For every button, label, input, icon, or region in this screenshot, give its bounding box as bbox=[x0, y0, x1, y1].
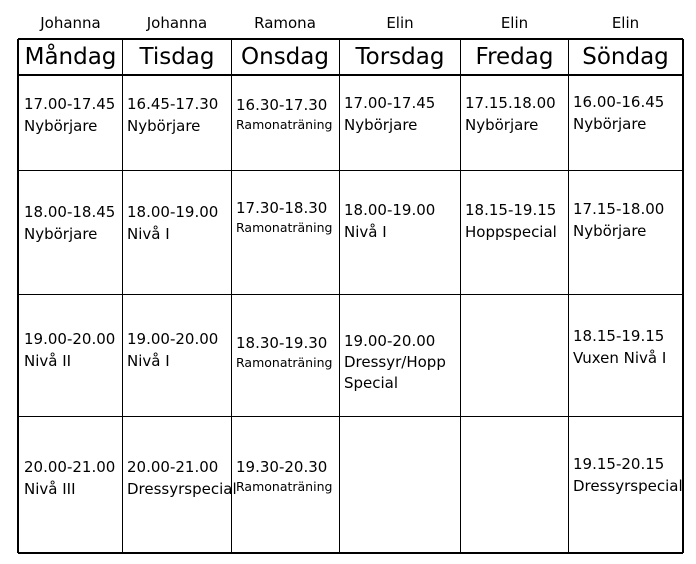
class-name: Nybörjare bbox=[344, 116, 418, 134]
class-cell bbox=[573, 325, 666, 369]
class-name: Nybörjare bbox=[465, 116, 539, 134]
table-border bbox=[18, 38, 683, 40]
table-divider bbox=[18, 416, 683, 417]
class-name: Ramonaträning bbox=[236, 220, 333, 235]
class-time: 16.45-17.30 bbox=[127, 95, 219, 113]
table-divider bbox=[568, 39, 569, 553]
class-name: Nivå I bbox=[127, 352, 170, 370]
class-time: 19.00-20.00 bbox=[127, 330, 219, 348]
class-time: 17.30-18.30 bbox=[236, 199, 328, 217]
day-header-tuesday: Tisdag bbox=[139, 44, 215, 70]
class-time: 17.00-17.45 bbox=[24, 95, 116, 113]
class-time: 16.00-16.45 bbox=[573, 93, 665, 111]
class-time: 18.15-19.15 bbox=[573, 327, 665, 345]
day-header-sunday: Söndag bbox=[582, 44, 669, 70]
class-time: 17.15.18.00 bbox=[465, 94, 556, 112]
instructor-tuesday: Johanna bbox=[146, 14, 208, 32]
class-name: Vuxen Nivå I bbox=[573, 349, 667, 367]
class-time: 17.00-17.45 bbox=[344, 94, 436, 112]
class-name: Nivå III bbox=[24, 480, 76, 498]
class-cell bbox=[236, 197, 332, 237]
instructor-monday: Johanna bbox=[40, 14, 101, 32]
class-cell bbox=[127, 93, 218, 137]
class-name: Ramonaträning bbox=[236, 355, 333, 370]
class-cell bbox=[573, 91, 664, 135]
class-name: Nivå I bbox=[127, 225, 170, 243]
class-cell bbox=[236, 456, 332, 496]
class-cell bbox=[24, 456, 115, 500]
class-time: 19.15-20.15 bbox=[573, 455, 665, 473]
class-name: Dressyr/Hopp bbox=[344, 353, 446, 371]
class-time: 17.15-18.00 bbox=[573, 200, 665, 218]
class-name: Dressyrspecial bbox=[573, 477, 683, 495]
class-cell bbox=[573, 453, 683, 497]
table-divider bbox=[122, 39, 123, 553]
class-time: 19.30-20.30 bbox=[236, 458, 328, 476]
table-divider bbox=[18, 74, 683, 76]
instructor-wednesday: Ramona bbox=[254, 14, 316, 32]
class-name-line2: Special bbox=[344, 374, 399, 392]
table-border bbox=[18, 552, 683, 554]
class-time: 20.00-21.00 bbox=[24, 458, 116, 476]
class-time: 18.30-19.30 bbox=[236, 334, 328, 352]
class-cell bbox=[344, 92, 435, 136]
day-header-thursday: Torsdag bbox=[355, 44, 445, 70]
table-divider bbox=[18, 294, 683, 295]
day-header-friday: Fredag bbox=[475, 44, 554, 70]
class-time: 19.00-20.00 bbox=[344, 332, 436, 350]
class-name: Nybörjare bbox=[573, 115, 647, 133]
day-header-wednesday: Onsdag bbox=[241, 44, 329, 70]
class-cell bbox=[24, 328, 115, 372]
class-time: 18.00-19.00 bbox=[127, 203, 219, 221]
class-name: Dressyrspecial bbox=[127, 480, 237, 498]
class-time: 18.00-18.45 bbox=[24, 203, 116, 221]
class-name: Nybörjare bbox=[24, 117, 98, 135]
class-cell bbox=[465, 199, 557, 243]
class-name: Hoppspecial bbox=[465, 223, 557, 241]
class-cell bbox=[344, 331, 446, 394]
class-time: 20.00-21.00 bbox=[127, 458, 219, 476]
day-header-monday: Måndag bbox=[24, 44, 117, 70]
instructor-thursday: Elin bbox=[386, 14, 414, 32]
class-name: Nivå II bbox=[24, 352, 72, 370]
class-time: 19.00-20.00 bbox=[24, 330, 116, 348]
class-cell bbox=[573, 198, 664, 242]
table-border bbox=[17, 39, 19, 553]
class-name: Ramonaträning bbox=[236, 117, 333, 132]
class-name: Nybörjare bbox=[573, 222, 647, 240]
class-cell bbox=[127, 328, 218, 372]
class-cell bbox=[127, 456, 237, 500]
class-cell bbox=[236, 332, 332, 372]
class-name: Ramonaträning bbox=[236, 479, 333, 494]
class-name: Nybörjare bbox=[24, 225, 98, 243]
class-cell bbox=[236, 94, 332, 134]
class-name: Nivå I bbox=[344, 223, 387, 241]
instructor-friday: Elin bbox=[500, 14, 529, 32]
class-cell bbox=[344, 199, 435, 243]
table-divider bbox=[18, 170, 683, 171]
class-time: 18.15-19.15 bbox=[465, 201, 557, 219]
table-divider bbox=[460, 39, 461, 553]
class-time: 18.00-19.00 bbox=[344, 201, 436, 219]
class-name: Nybörjare bbox=[127, 117, 201, 135]
class-cell bbox=[24, 201, 115, 245]
class-cell bbox=[24, 93, 115, 137]
class-cell bbox=[127, 201, 218, 245]
table-divider bbox=[339, 39, 340, 553]
class-cell bbox=[465, 92, 556, 136]
class-time: 16.30-17.30 bbox=[236, 96, 328, 114]
instructor-sunday: Elin bbox=[611, 14, 640, 32]
